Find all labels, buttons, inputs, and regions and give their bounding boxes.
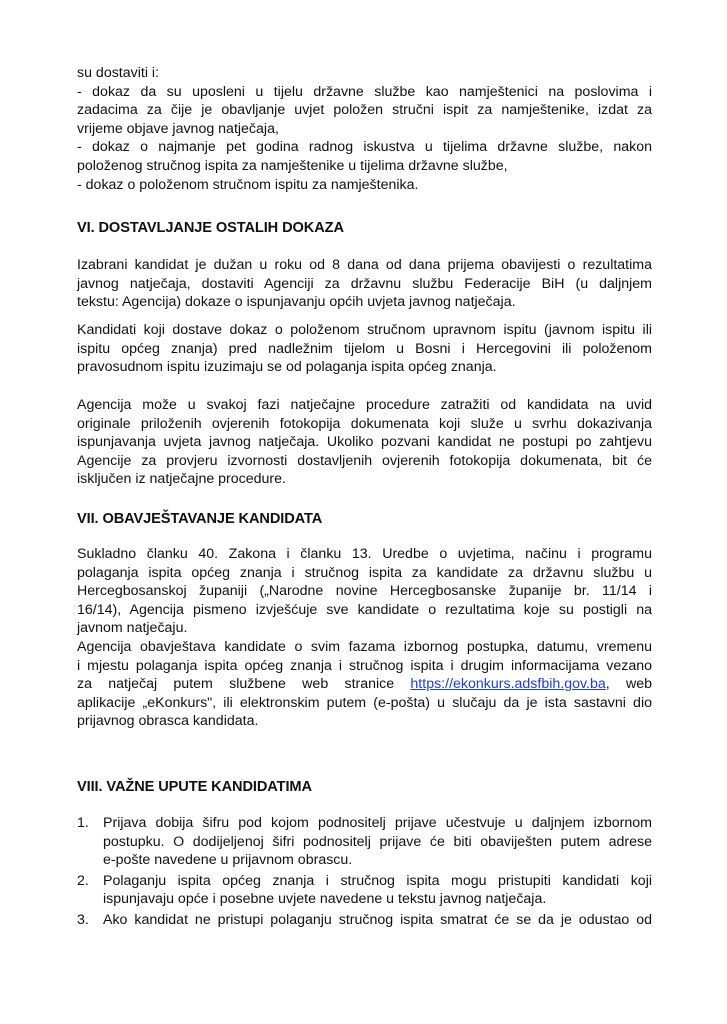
text-line: Agencije za provjeru izvornosti dostavljenih ovjerenih fotokopija dokumenata, bit će [77, 452, 652, 469]
text-line: originale priloženih ovjerenih fotokopija dokumenata koji služe u svrhu dokazivanja [77, 415, 652, 432]
text-line: položenog stručnog ispita za namještenike u tijelima državne službe, [77, 157, 508, 174]
section-vii-paragraph-1 [77, 545, 652, 638]
list-item-number: 3. [77, 911, 89, 928]
text-line: javnog natječaja, dostaviti Agenciji za državnu službu Federacije BiH (u daljnjem [77, 275, 652, 292]
section-vi-paragraph-2 [77, 321, 652, 377]
text-line: Ako kandidat ne pristupi polaganju stručnog ispita smatrat će se da je odustao od [103, 911, 652, 928]
section-heading-viii: VIII. VAŽNE UPUTE KANDIDATIMA [77, 779, 312, 795]
text-line: isključen iz natječajne procedure. [77, 471, 286, 488]
text-line: Prijava dobija šifru pod kojom podnositelj prijave učestvuje u daljnjem izbornom [103, 815, 652, 831]
list-item [77, 814, 652, 870]
list-item [77, 911, 652, 930]
intro-paragraph [77, 64, 652, 194]
text-line: Hercegbosanskoj županiji („Narodne novine Hercegbosanske županije br. 11/14 i [77, 583, 652, 600]
text-line: pravosudnom ispitu izuzimaju se od polaganja ispita općeg znanja. [77, 359, 497, 376]
text-line: ispitu općeg znanja) pred nadležnim tijelom u Bosni i Hercegovini ili položenom [77, 340, 652, 357]
text-line: su dostaviti i: [77, 65, 160, 81]
list-item [77, 872, 652, 909]
text-line: ispunjavaju opće i posebne uvjete navedene u tekstu javnog natječaja. [103, 891, 547, 908]
text-line: 16/14), Agencija pismeno izvješćuje sve kandidate o rezultatima koje su postigli na [77, 601, 652, 618]
text-line: vrijeme objave javnog natječaja, [77, 120, 279, 137]
text-line: e-pošte navedene u prijavnom obrascu. [103, 852, 353, 869]
text-fragment: za natječaj putem službene web stranice [77, 676, 411, 693]
text-line: Polaganju ispita općeg znanja i stručnog ispita mogu pristupiti kandidati koji [103, 872, 652, 889]
text-line: tekstu: Agencija) dokaze o ispunjavanju općih uvjeta javnog natječaja. [77, 294, 516, 311]
section-vii-paragraph-2 [77, 638, 652, 731]
text-line: - dokaz o položenom stručnom ispitu za namještenika. [77, 176, 419, 193]
text-line: - dokaz o najmanje pet godina radnog iskustva u tijelima državne službe, nakon [77, 139, 652, 156]
list-item-number: 2. [77, 872, 89, 889]
section-heading-vii: VII. OBAVJEŠTAVANJE KANDIDATA [77, 511, 323, 527]
text-line: Izabrani kandidat je dužan u roku od 8 dana od dana prijema obavijesti o rezultatima [77, 257, 652, 273]
text-line: - dokaz da su uposleni u tijelu državne službe kao namještenici na poslovima i [77, 83, 652, 100]
text-line: i mjestu polaganja ispita općeg znanja i stručnog ispita i drugim informacijama vezano [77, 657, 652, 674]
text-line: javnom natječaju. [77, 620, 188, 637]
section-heading-vi: VI. DOSTAVLJANJE OSTALIH DOKAZA [77, 220, 344, 236]
ekonkurs-link[interactable]: https://ekonkurs.adsfbih.gov.ba [410, 676, 606, 693]
text-line: aplikacije „eKonkurs", ili elektronskim putem (e-pošta) u slučaju da je ista sastavni dio [77, 694, 652, 711]
text-line: ispunjavanja uvjeta javnog natječaja. Ukoliko pozvani kandidat ne postupi po zahtjevu [77, 434, 652, 451]
text-line: postupku. O dodijeljenoj šifri podnositelj prijave će biti obaviješten putem adrese [103, 833, 652, 850]
text-line: Kandidati koji dostave dokaz o položenom stručnom upravnom ispitu (javnom ispitu ili [77, 322, 652, 338]
section-vi-paragraph-3 [77, 396, 652, 489]
text-fragment: , web [605, 676, 652, 693]
text-line: zadacima za čije je obavljanje uvjet položen stručni ispit za namještenike, izdat za [77, 102, 652, 119]
text-line: polaganja ispita općeg znanja i stručnog ispita za kandidate za državnu službu u [77, 564, 652, 581]
text-line: Sukladno članku 40. Zakona i članku 13. Uredbe o uvjetima, načinu i programu [77, 546, 652, 562]
section-vi-paragraph-1 [77, 256, 652, 312]
list-item-number: 1. [77, 815, 89, 831]
text-line: Agencija obavještava kandidate o svim fazama izbornog postupka, datumu, vremenu [77, 639, 652, 655]
text-line: prijavnog obrasca kandidata. [77, 713, 259, 730]
text-line-with-link [77, 675, 652, 694]
instructions-list [77, 814, 652, 932]
text-line: Agencija može u svakoj fazi natječajne procedure zatražiti od kandidata na uvid [77, 397, 652, 413]
